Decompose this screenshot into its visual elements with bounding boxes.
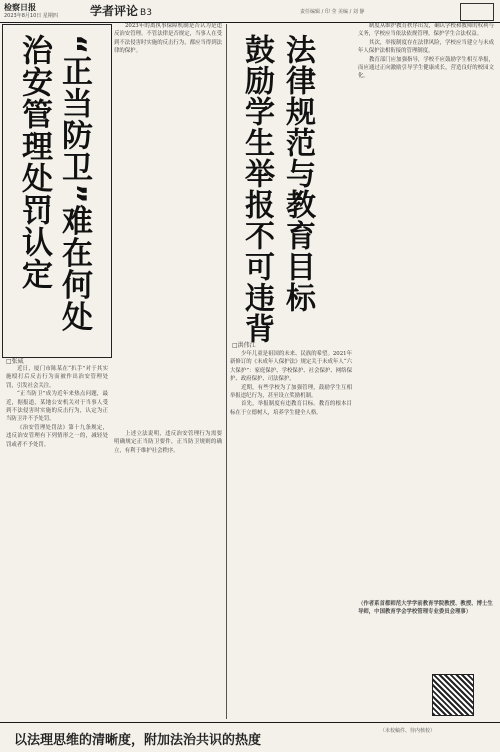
column-divider [226,24,227,719]
article1-subtitle: 治安管理处罚认定 [16,34,52,290]
article2-title: 法律规范与教育目标 [280,34,315,313]
article1-paragraph: 《治安管理处罚法》第十九条规定，违反治安管理有下列情形之一的，减轻处罚或者不予处罚。 [6,424,108,448]
article2-paragraph: 教育部门应加强指导，学校不应鼓励学生相互举报，而应通过正向激励引导学生健康成长，营造良好的校园文化。 [358,56,494,80]
article1-paragraph: 近日，厦门市陈某在“扒手”对于其实施殴打后反击行为而被作出治安管理处罚，引发社会关注。 [6,366,108,389]
article1-column-3 [114,430,222,715]
paper-logo [460,3,494,21]
footer-slogan: 以法理思维的清晰度，附加法治共识的热度 [14,733,262,748]
author-note: （作者系首都师范大学学前教育学院教授、教授、博士生导师，中国教育学会学校管理专业委员会理事） [358,601,493,616]
article1-column-1 [6,365,108,715]
article1-title: “正当防卫”难在何处 [56,34,92,333]
section-title [90,2,152,19]
paper-name: 检察日报 [4,3,36,12]
article2-paragraph: 其次，举报制度存在法律风险，学校应当建立与未成年人保护法相衔接的管理制度。 [358,39,494,55]
issue-date: 2023年8月10日 星期四 [4,13,58,19]
article1-paragraph: “正当防卫”成为近年来热点问题，最近，据报道，某地公安机关对于当事人受到不法侵害时实施的反击行为，认定为正当防卫并不予处罚。 [6,391,108,423]
editor-credit: 责任编辑 / 印 莹 美编 / 刘 静 [300,9,365,15]
page-header [0,0,500,23]
article2-paragraph: 少年儿童是祖国的未来、民族的希望。2021年新修订的《未成年人保护法》规定关于未成年人“六大保护”：家庭保护、学校保护、社会保护、网络保护、政府保护、司法保护。 [230,351,352,383]
article2-column-2 [358,22,494,592]
footer-note: （未校稿件、待内核校） [380,728,436,734]
article1-byline: □张威 [6,358,24,365]
article1-column-2 [114,22,222,422]
article1-paragraph: 2023年的离执事保障机制是否认为是违反治安管理。不管法律是否规定，当事人在受到不法侵害时实施的反击行为，都应当得到法律的保护。 [114,23,222,55]
page-number: B3 [140,8,152,18]
article1-paragraph: 上述立法说明，违反治安管理行为需要明确规定正当防卫要件，正当防卫规则的确立，有利于维护社会秩序。 [114,431,222,454]
section-label: 学者评论 [90,4,139,18]
article2-paragraph: 近期，有些学校为了加强管理，鼓励学生互相举报违纪行为，甚至设立奖励机制。 [230,384,352,400]
article2-paragraph: 首先，举报制度有违教育目标。教育的根本目标在于立德树人，培养学生健全人格。 [230,401,352,416]
article2-subtitle: 鼓励学生举报不可违背 [239,34,274,344]
page-footer [0,722,500,752]
article2-byline: □洪伟江 [232,342,256,349]
qr-code-image [432,674,474,716]
article2-paragraph: 制度从维护教育秩序出发，确认学校和教师的权利与义务，学校应当依法依规管理，保护学生合法权益。 [358,23,494,38]
article2-column-1 [230,350,352,715]
